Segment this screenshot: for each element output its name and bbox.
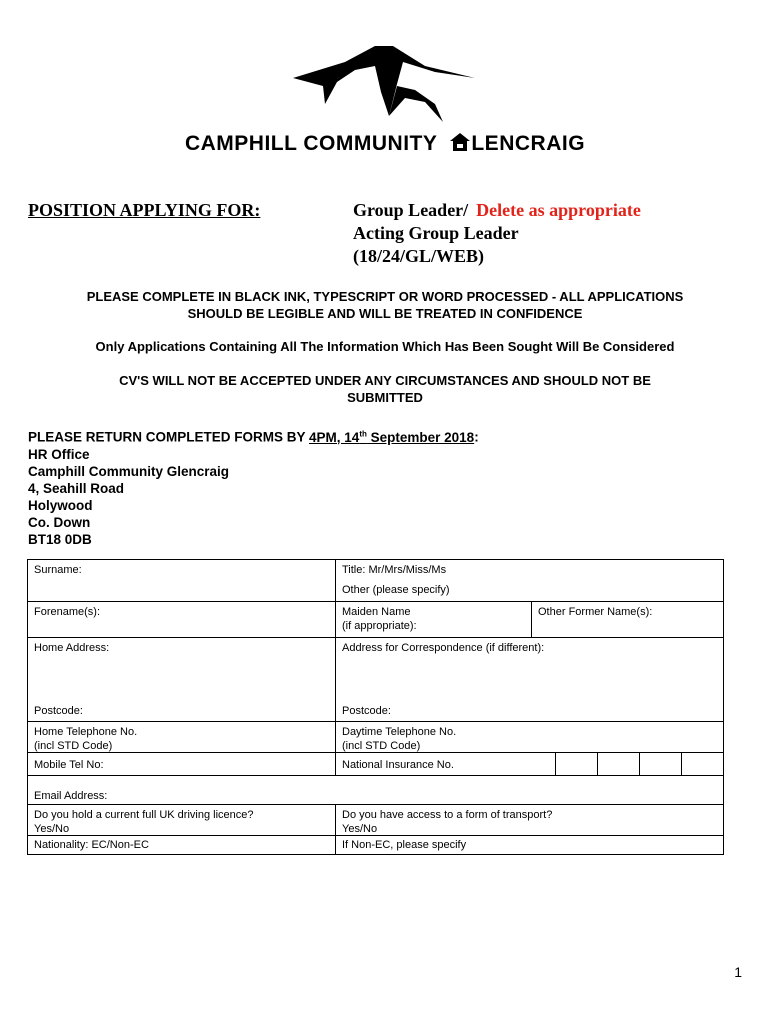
ni-label: National Insurance No. [342, 759, 454, 771]
email-field[interactable]: Email Address: [34, 790, 108, 802]
position-reference: (18/24/GL/WEB) [353, 246, 485, 266]
address-line: HR Office [28, 446, 90, 462]
delete-note: Delete as appropriate [476, 200, 641, 220]
mobile-field[interactable]: Mobile Tel No: [28, 753, 336, 775]
camphill-logo [285, 44, 480, 124]
position-label: POSITION APPLYING FOR: [28, 200, 261, 220]
position-line-2: Acting Group Leader [353, 223, 519, 243]
deadline: 4PM, 14th September 2018 [309, 429, 475, 445]
org-name: CAMPHILL COMMUNITY LENCRAIG [184, 132, 586, 155]
return-instructions: PLEASE RETURN COMPLETED FORMS BY 4PM, 14th September 2018: HR Office Camphill Community Glencraig 4, Seahill Road Holywood Co. Down BT18 0DB [28, 429, 479, 547]
non-ec-specify-field[interactable]: If Non-EC, please specify [342, 839, 467, 851]
address-line: 4, Seahill Road [28, 480, 125, 496]
position-line-1: Group Leader/ [353, 200, 469, 220]
application-form [27, 559, 724, 855]
driving-licence-field[interactable]: Do you hold a current full UK driving licence? Yes/No [28, 805, 336, 835]
daytime-telephone-field[interactable]: Daytime Telephone No. (incl STD Code) [342, 726, 457, 752]
home-address-field[interactable]: Home Address: Postcode: [28, 638, 336, 721]
address-line: Co. Down [28, 514, 91, 530]
address-line: BT18 0DB [28, 531, 92, 547]
address-line: Camphill Community Glencraig [28, 463, 230, 479]
forename-field[interactable]: Forename(s): [28, 602, 336, 637]
home-telephone-field[interactable]: Home Telephone No. (incl STD Code) [28, 722, 336, 752]
transport-field[interactable]: Do you have access to a form of transport? Yes/No [342, 809, 553, 835]
ni-number-boxes[interactable] [555, 753, 723, 775]
surname-field[interactable]: Surname: [28, 560, 336, 601]
ni-box[interactable] [639, 753, 681, 775]
ink-notice: PLEASE COMPLETE IN BLACK INK, TYPESCRIPT OR WORD PROCESSED - ALL APPLICATIONS SHOULD BE LEGIBLE AND WILL BE TREATED IN CONFIDENCE [86, 289, 684, 321]
ni-box[interactable] [681, 753, 723, 775]
only-applications-notice: Only Applications Containing All The Information Which Has Been Sought Will Be Considered [95, 339, 675, 354]
ni-box[interactable] [597, 753, 639, 775]
other-former-names-field[interactable]: Other Former Name(s): [538, 606, 653, 618]
glencraig-g-icon [449, 132, 471, 152]
cv-notice: CV'S WILL NOT BE ACCEPTED UNDER ANY CIRCUMSTANCES AND SHOULD NOT BE SUBMITTED [119, 373, 651, 405]
ni-box[interactable] [555, 753, 597, 775]
position-options [353, 199, 641, 268]
nationality-field[interactable]: Nationality: EC/Non-EC [28, 836, 336, 854]
address-line: Holywood [28, 497, 93, 513]
page-number: 1 [734, 964, 742, 980]
maiden-name-field[interactable]: Maiden Name (if appropriate): [336, 602, 532, 637]
correspondence-address-field[interactable]: Address for Correspondence (if different): Postcode: [342, 642, 545, 717]
title-field[interactable]: Title: Mr/Mrs/Miss/Ms Other (please specify) [342, 564, 450, 596]
